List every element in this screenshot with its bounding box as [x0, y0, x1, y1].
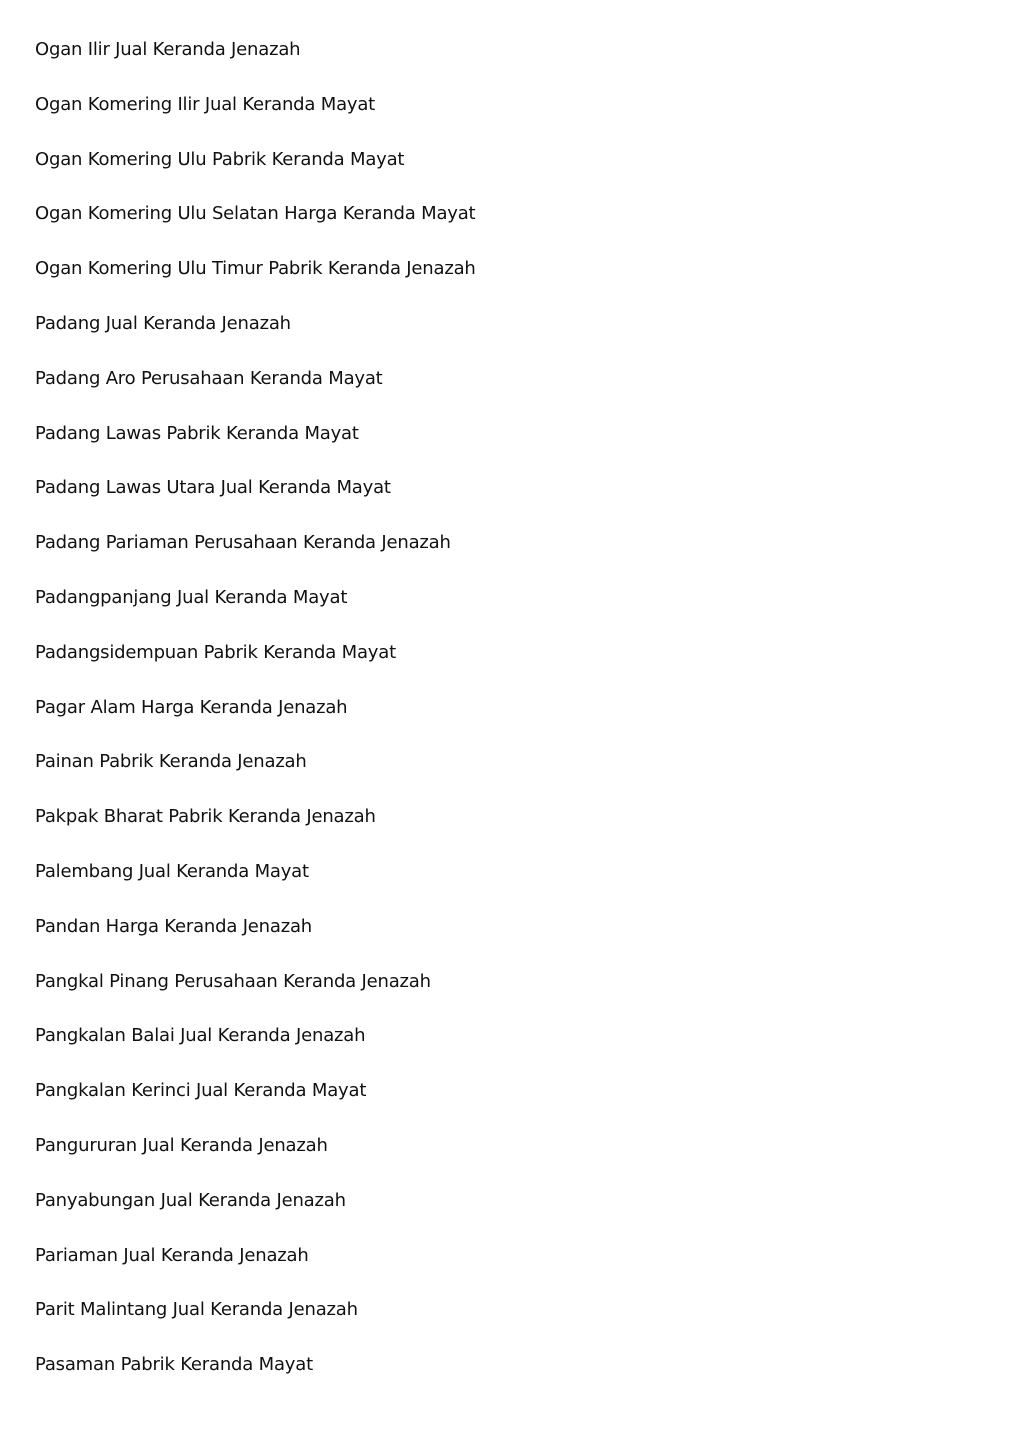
text-line: Pakpak Bharat Pabrik Keranda Jenazah — [35, 806, 376, 828]
text-line: Ogan Komering Ulu Timur Pabrik Keranda Jenazah — [35, 258, 476, 280]
text-line: Padangsidempuan Pabrik Keranda Mayat — [35, 641, 396, 663]
text-line-list — [35, 36, 476, 1406]
text-line: Pasaman Pabrik Keranda Mayat — [35, 1354, 313, 1376]
text-line: Painan Pabrik Keranda Jenazah — [35, 751, 307, 773]
text-line: Ogan Ilir Jual Keranda Jenazah — [35, 39, 301, 60]
text-line: Pagar Alam Harga Keranda Jenazah — [35, 696, 348, 718]
text-line: Padangpanjang Jual Keranda Mayat — [35, 586, 348, 608]
text-line: Padang Jual Keranda Jenazah — [35, 312, 291, 334]
text-line: Pangkalan Balai Jual Keranda Jenazah — [35, 1025, 366, 1047]
text-line: Pandan Harga Keranda Jenazah — [35, 915, 313, 937]
text-line: Padang Lawas Pabrik Keranda Mayat — [35, 422, 359, 444]
text-line: Padang Pariaman Perusahaan Keranda Jenazah — [35, 532, 451, 554]
text-line: Ogan Komering Ulu Pabrik Keranda Mayat — [35, 148, 405, 170]
text-line: Padang Aro Perusahaan Keranda Mayat — [35, 367, 383, 389]
text-line: Pangkal Pinang Perusahaan Keranda Jenazah — [35, 970, 431, 992]
text-line: Pangkalan Kerinci Jual Keranda Mayat — [35, 1080, 367, 1102]
text-line: Palembang Jual Keranda Mayat — [35, 860, 309, 882]
text-line: Pariaman Jual Keranda Jenazah — [35, 1244, 309, 1266]
text-line: Ogan Komering Ilir Jual Keranda Mayat — [35, 93, 376, 115]
text-line: Panyabungan Jual Keranda Jenazah — [35, 1189, 346, 1211]
text-line: Ogan Komering Ulu Selatan Harga Keranda Mayat — [35, 203, 476, 225]
text-line: Parit Malintang Jual Keranda Jenazah — [35, 1299, 358, 1321]
text-line: Padang Lawas Utara Jual Keranda Mayat — [35, 477, 391, 499]
text-line: Pangururan Jual Keranda Jenazah — [35, 1134, 328, 1156]
